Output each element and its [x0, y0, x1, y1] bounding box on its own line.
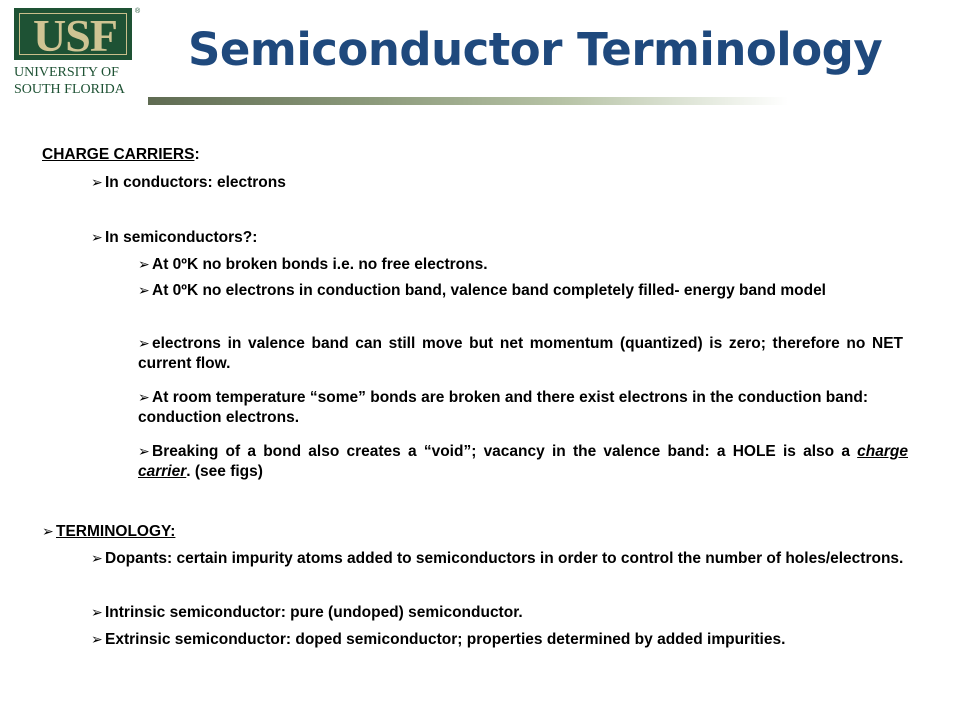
- sub-item-text: electrons in valence band can still move but net momentum (quantized) is zero; therefore no NET current flow.: [138, 335, 903, 372]
- term-item-dopants: [91, 548, 906, 569]
- sub-item-suffix: . (see figs): [186, 463, 263, 480]
- sub-item-no-electrons: [138, 280, 903, 301]
- sub-item-text: At room temperature “some” bonds are broken and there exist electrons in the conduction band: conduction electrons.: [138, 389, 868, 426]
- charge-carrier-term: charge carrier: [138, 443, 908, 480]
- list-item-text: In conductors: electrons: [105, 174, 286, 191]
- arrow-bullet-icon: ➢: [91, 229, 103, 245]
- arrow-bullet-icon: ➢: [42, 523, 54, 539]
- sub-item-text: At 0ºK no electrons in conduction band, valence band completely filled- energy band model: [152, 282, 826, 299]
- term-item-text: Dopants: certain impurity atoms added to semiconductors in order to control the number of holes/electrons.: [105, 550, 904, 567]
- arrow-bullet-icon: ➢: [138, 282, 150, 298]
- logo-university-text: UNIVERSITY OF: [14, 65, 119, 80]
- sub-item-hole: [138, 441, 908, 482]
- arrow-bullet-icon: ➢: [91, 174, 103, 190]
- list-item-semiconductors: [91, 227, 257, 248]
- term-item-extrinsic: [91, 629, 851, 650]
- logo-mark: USF: [33, 10, 117, 61]
- sub-item-no-broken-bonds: [138, 254, 488, 275]
- arrow-bullet-icon: ➢: [91, 604, 103, 620]
- terminology-heading-text: TERMINOLOGY:: [56, 523, 176, 540]
- logo-south-florida-text: SOUTH FLORIDA: [14, 82, 125, 97]
- term-item-intrinsic: [91, 602, 523, 623]
- terminology-heading: [42, 521, 175, 542]
- sub-item-text: Breaking of a bond also creates a “void”; vacancy in the valence band: a HOLE is also a: [152, 443, 858, 460]
- arrow-bullet-icon: ➢: [138, 256, 150, 272]
- page-title: Semiconductor Terminology: [188, 23, 883, 76]
- list-item-text: In semiconductors?:: [105, 229, 258, 246]
- arrow-bullet-icon: ➢: [91, 550, 103, 566]
- sub-item-text: At 0ºK no broken bonds i.e. no free electrons.: [152, 256, 488, 273]
- sub-item-room-temperature: [138, 387, 868, 428]
- logo-registered-mark: ®: [135, 8, 141, 15]
- charge-carriers-heading-colon: :: [194, 146, 200, 163]
- sub-item-net-momentum: [138, 333, 903, 374]
- list-item-conductors: [91, 172, 286, 193]
- arrow-bullet-icon: ➢: [138, 443, 150, 459]
- arrow-bullet-icon: ➢: [138, 389, 150, 405]
- arrow-bullet-icon: ➢: [91, 631, 103, 647]
- term-item-text: Extrinsic semiconductor: doped semiconductor; properties determined by added impurities.: [105, 631, 786, 648]
- term-item-text: Intrinsic semiconductor: pure (undoped) semiconductor.: [105, 604, 523, 621]
- charge-carriers-heading-text: CHARGE CARRIERS: [42, 146, 195, 163]
- charge-carriers-heading: [42, 145, 200, 165]
- arrow-bullet-icon: ➢: [138, 335, 150, 351]
